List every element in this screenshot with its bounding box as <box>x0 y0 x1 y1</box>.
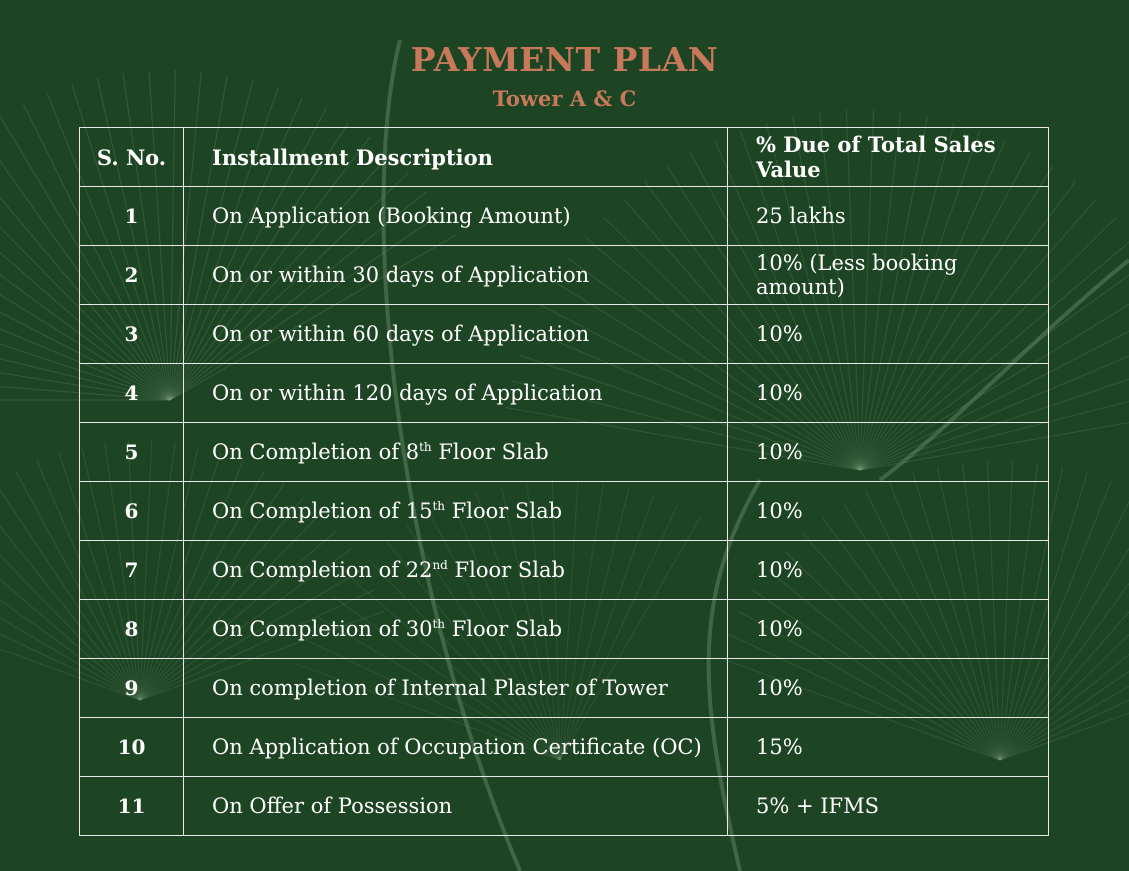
row-due: 10% (Less booking amount) <box>728 246 1049 305</box>
column-header-due: % Due of Total Sales Value <box>728 128 1049 187</box>
row-due: 10% <box>728 364 1049 423</box>
payment-plan-table <box>79 127 1049 836</box>
row-sno: 1 <box>80 187 184 246</box>
row-due: 10% <box>728 659 1049 718</box>
row-description <box>184 423 728 482</box>
row-description: On or within 60 days of Application <box>184 305 728 364</box>
description-text: Floor Slab <box>445 499 563 523</box>
table-row <box>80 246 1049 305</box>
ordinal-suffix: th <box>419 440 432 454</box>
ordinal-suffix: th <box>432 617 446 631</box>
ordinal-suffix: nd <box>432 558 448 572</box>
row-description: On completion of Internal Plaster of Tower <box>184 659 728 718</box>
row-sno: 7 <box>80 541 184 600</box>
row-sno: 10 <box>80 718 184 777</box>
description-text: Floor Slab <box>431 440 549 464</box>
row-description: On Offer of Possession <box>184 777 728 836</box>
row-sno: 6 <box>80 482 184 541</box>
table-row <box>80 541 1049 600</box>
row-due: 10% <box>728 423 1049 482</box>
column-header-sno: S. No. <box>80 128 184 187</box>
table-row <box>80 305 1049 364</box>
description-text: Floor Slab <box>447 558 565 582</box>
description-text: On Completion of 30 <box>212 617 433 641</box>
description-text: Floor Slab <box>445 617 563 641</box>
row-due: 10% <box>728 541 1049 600</box>
row-description: On or within 120 days of Application <box>184 364 728 423</box>
row-sno: 5 <box>80 423 184 482</box>
row-description: On or within 30 days of Application <box>184 246 728 305</box>
row-description <box>184 541 728 600</box>
table-row <box>80 187 1049 246</box>
row-description <box>184 482 728 541</box>
column-header-description: Installment Description <box>184 128 728 187</box>
row-sno: 9 <box>80 659 184 718</box>
table-header-row <box>80 128 1049 187</box>
row-sno: 11 <box>80 777 184 836</box>
row-sno: 2 <box>80 246 184 305</box>
page-title: PAYMENT PLAN <box>410 40 719 79</box>
row-description: On Application of Occupation Certificate (OC) <box>184 718 728 777</box>
row-due: 5% + IFMS <box>728 777 1049 836</box>
row-sno: 8 <box>80 600 184 659</box>
description-text: On Completion of 8 <box>212 440 420 464</box>
table-row <box>80 423 1049 482</box>
table-row <box>80 600 1049 659</box>
row-description: On Application (Booking Amount) <box>184 187 728 246</box>
table-row <box>80 659 1049 718</box>
row-due: 10% <box>728 600 1049 659</box>
description-text: On Completion of 22 <box>212 558 433 582</box>
page-subtitle: Tower A & C <box>492 86 637 111</box>
row-sno: 3 <box>80 305 184 364</box>
row-due: 10% <box>728 482 1049 541</box>
row-due: 25 lakhs <box>728 187 1049 246</box>
table-row <box>80 718 1049 777</box>
table-row <box>80 364 1049 423</box>
row-due: 10% <box>728 305 1049 364</box>
table-row <box>80 777 1049 836</box>
ordinal-suffix: th <box>432 499 446 513</box>
row-due: 15% <box>728 718 1049 777</box>
description-text: On Completion of 15 <box>212 499 433 523</box>
row-sno: 4 <box>80 364 184 423</box>
row-description <box>184 600 728 659</box>
table-row <box>80 482 1049 541</box>
